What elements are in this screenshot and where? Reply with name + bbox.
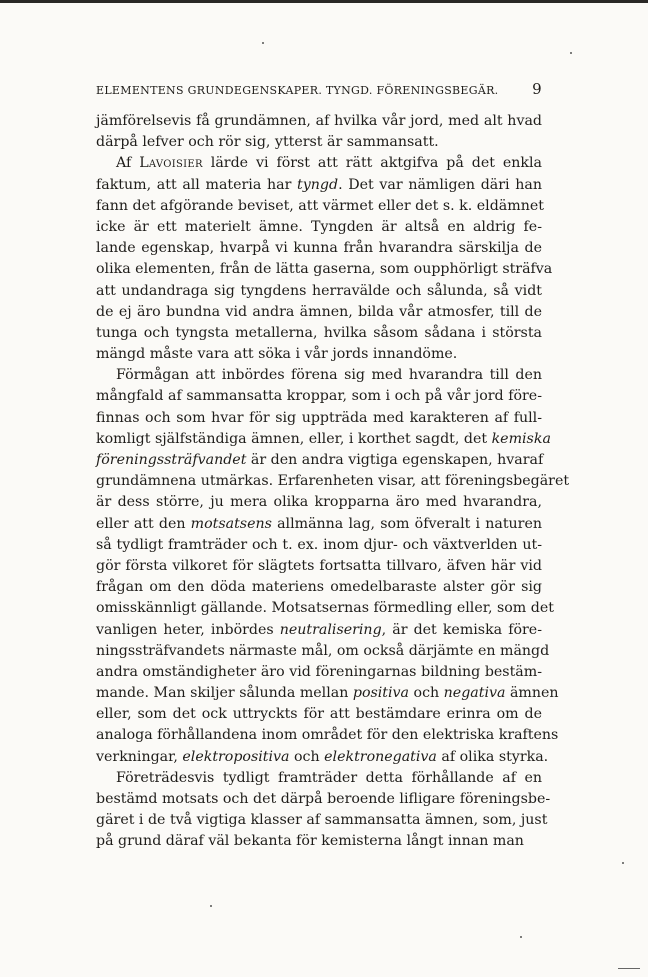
emphasis-text: positiva xyxy=(352,685,410,702)
text-line xyxy=(96,365,542,386)
text-line xyxy=(96,514,542,535)
text-run: fann det afgörande beviset, att värmet eller det s. k. eldämnet xyxy=(96,197,544,214)
emphasis-text: motsatsens xyxy=(190,515,272,532)
text-run: Förmågan att inbördes förena sig med hvarandra till den xyxy=(116,367,542,384)
emphasis-text: neutralisering xyxy=(279,621,382,638)
text-line xyxy=(96,217,542,238)
text-run: verkningar, xyxy=(96,748,183,765)
text-line xyxy=(96,704,542,725)
emphasis-text: tyngd xyxy=(297,176,339,193)
text-line xyxy=(96,535,542,556)
text-line xyxy=(96,831,542,852)
text-line xyxy=(96,132,542,153)
text-run: gör första vilkoret för slägtets fortsatta tillvaro, äfven här vid xyxy=(96,557,542,574)
text-run: bestämd motsats och det därpå beroende lifligare föreningsbe- xyxy=(96,791,551,807)
speck xyxy=(570,52,572,54)
text-run: lärde vi först att rätt aktgifva på det enkla xyxy=(202,155,543,172)
text-line xyxy=(96,408,542,429)
text-run: finnas och som hvar för sig uppträda med karakteren af full- xyxy=(96,409,542,426)
text-line xyxy=(96,111,542,132)
text-run: Af xyxy=(116,155,140,172)
text-run: analoga förhållandena inom området för den elektriska kraftens xyxy=(96,727,559,744)
text-run: så tydligt framträder och t. ex. inom djur- och växtverlden ut- xyxy=(96,536,542,553)
text-line xyxy=(96,471,570,492)
text-run: komligt själfständiga ämnen, eller, i korthet sagdt, det xyxy=(96,430,492,447)
text-line xyxy=(96,450,542,471)
text-line xyxy=(96,683,559,704)
text-run: eller att den xyxy=(96,515,191,532)
text-run: ämnen xyxy=(505,685,559,702)
text-line xyxy=(96,641,550,662)
text-run: de ej äro bundna vid andra ämnen, bilda vår atmosfer, till de xyxy=(96,303,542,320)
text-line xyxy=(96,556,542,577)
body-text xyxy=(96,111,570,853)
text-run: mande. Man skiljer sålunda mellan xyxy=(96,685,353,702)
text-run: icke är ett materielt ämne. Tyngden är altså en aldrig fe- xyxy=(96,218,542,235)
text-run: grundämnena utmärkas. Erfarenheten visar, att föreningsbegäret xyxy=(96,473,570,490)
text-line xyxy=(96,302,542,323)
text-run: allmänna lag, som öfveralt i naturen xyxy=(271,515,542,532)
speck xyxy=(262,42,264,44)
text-line xyxy=(96,662,542,683)
text-run: jämförelsevis få grundämnen, af hvilka vår jord, med alt hvad xyxy=(96,113,542,129)
text-line xyxy=(96,789,551,810)
text-run: är den andra vigtiga egenskapen, hvaraf xyxy=(246,452,544,468)
speck xyxy=(210,905,212,907)
text-line xyxy=(96,725,559,746)
text-line xyxy=(96,238,542,259)
text-run: därpå lefver och rör sig, ytterst är sammansatt. xyxy=(96,134,439,151)
text-run: vanligen heter, inbördes xyxy=(96,621,280,638)
text-run: gäret i de två vigtiga klasser af sammansatta ämnen, som, just xyxy=(96,812,548,829)
text-line xyxy=(96,175,542,196)
text-run: olika elementen, från de lätta gaserna, som oupphörligt sträfva xyxy=(96,261,553,278)
text-line xyxy=(96,598,554,619)
running-title: ELEMENTENS GRUNDEGENSKAPER. TYNGD. FÖRENINGSBEGÄR. xyxy=(96,84,499,97)
text-line xyxy=(96,344,542,365)
text-line xyxy=(96,429,551,450)
page-top-border xyxy=(0,0,648,3)
text-run: mångfald af sammansatta kroppar, som i och på vår jord före- xyxy=(96,388,542,405)
text-run: andra omständigheter äro vid föreningarnas bildning bestäm- xyxy=(96,663,542,680)
text-run: på grund däraf väl bekanta för kemisterna långt innan man xyxy=(96,833,524,850)
text-line xyxy=(96,810,548,831)
author-name: Lavoisier xyxy=(139,155,203,172)
emphasis-text: elektropositiva xyxy=(182,748,290,765)
text-line xyxy=(96,259,553,280)
text-run: eller, som det ock uttryckts för att bestämdare erinra om de xyxy=(96,706,542,723)
text-run: lande egenskap, hvarpå vi kunna från hvarandra särskilja de xyxy=(96,240,542,257)
emphasis-text: föreningssträfvandet xyxy=(96,452,247,468)
text-run: frågan om den döda materiens omedelbaraste alster gör sig xyxy=(96,579,542,596)
text-run: och xyxy=(409,685,444,702)
emphasis-text: negativa xyxy=(443,685,506,702)
text-run: faktum, att all materia har xyxy=(96,176,298,193)
text-run: och xyxy=(289,748,325,765)
text-line xyxy=(96,577,542,598)
text-line xyxy=(96,281,542,302)
text-run: mängd måste vara att söka i vår jords innandöme. xyxy=(96,346,458,363)
speck xyxy=(622,862,624,864)
text-line xyxy=(96,153,542,174)
text-run: . Det var nämligen däri han xyxy=(338,176,542,193)
emphasis-text: kemiska xyxy=(491,430,551,447)
text-line xyxy=(96,747,549,768)
speck xyxy=(520,936,522,938)
text-run: tunga och tyngsta metallerna, hvilka såsom sådana i största xyxy=(96,324,542,341)
text-run: att undandraga sig tyngdens herravälde och sålunda, så vidt xyxy=(96,282,542,299)
text-line xyxy=(96,620,542,641)
text-line xyxy=(96,196,542,217)
text-run: , är det kemiska före- xyxy=(381,621,542,638)
text-line xyxy=(96,768,542,789)
text-line xyxy=(96,323,542,344)
emphasis-text: elektronegativa xyxy=(324,748,437,765)
text-run: är dess större, ju mera olika kropparna äro med hvarandra, xyxy=(96,494,542,511)
text-run: af olika styrka. xyxy=(436,748,549,765)
text-line xyxy=(96,386,542,407)
text-run: Företrädesvis tydligt framträder detta förhållande af en xyxy=(116,769,542,786)
text-line xyxy=(96,492,542,513)
text-run: omisskännligt gällande. Motsatsernas förmedling eller, som det xyxy=(96,600,554,617)
edge-mark xyxy=(618,968,640,969)
text-run: ningssträfvandets närmaste mål, om också därjämte en mängd xyxy=(96,642,550,659)
page-number: 9 xyxy=(532,80,542,98)
